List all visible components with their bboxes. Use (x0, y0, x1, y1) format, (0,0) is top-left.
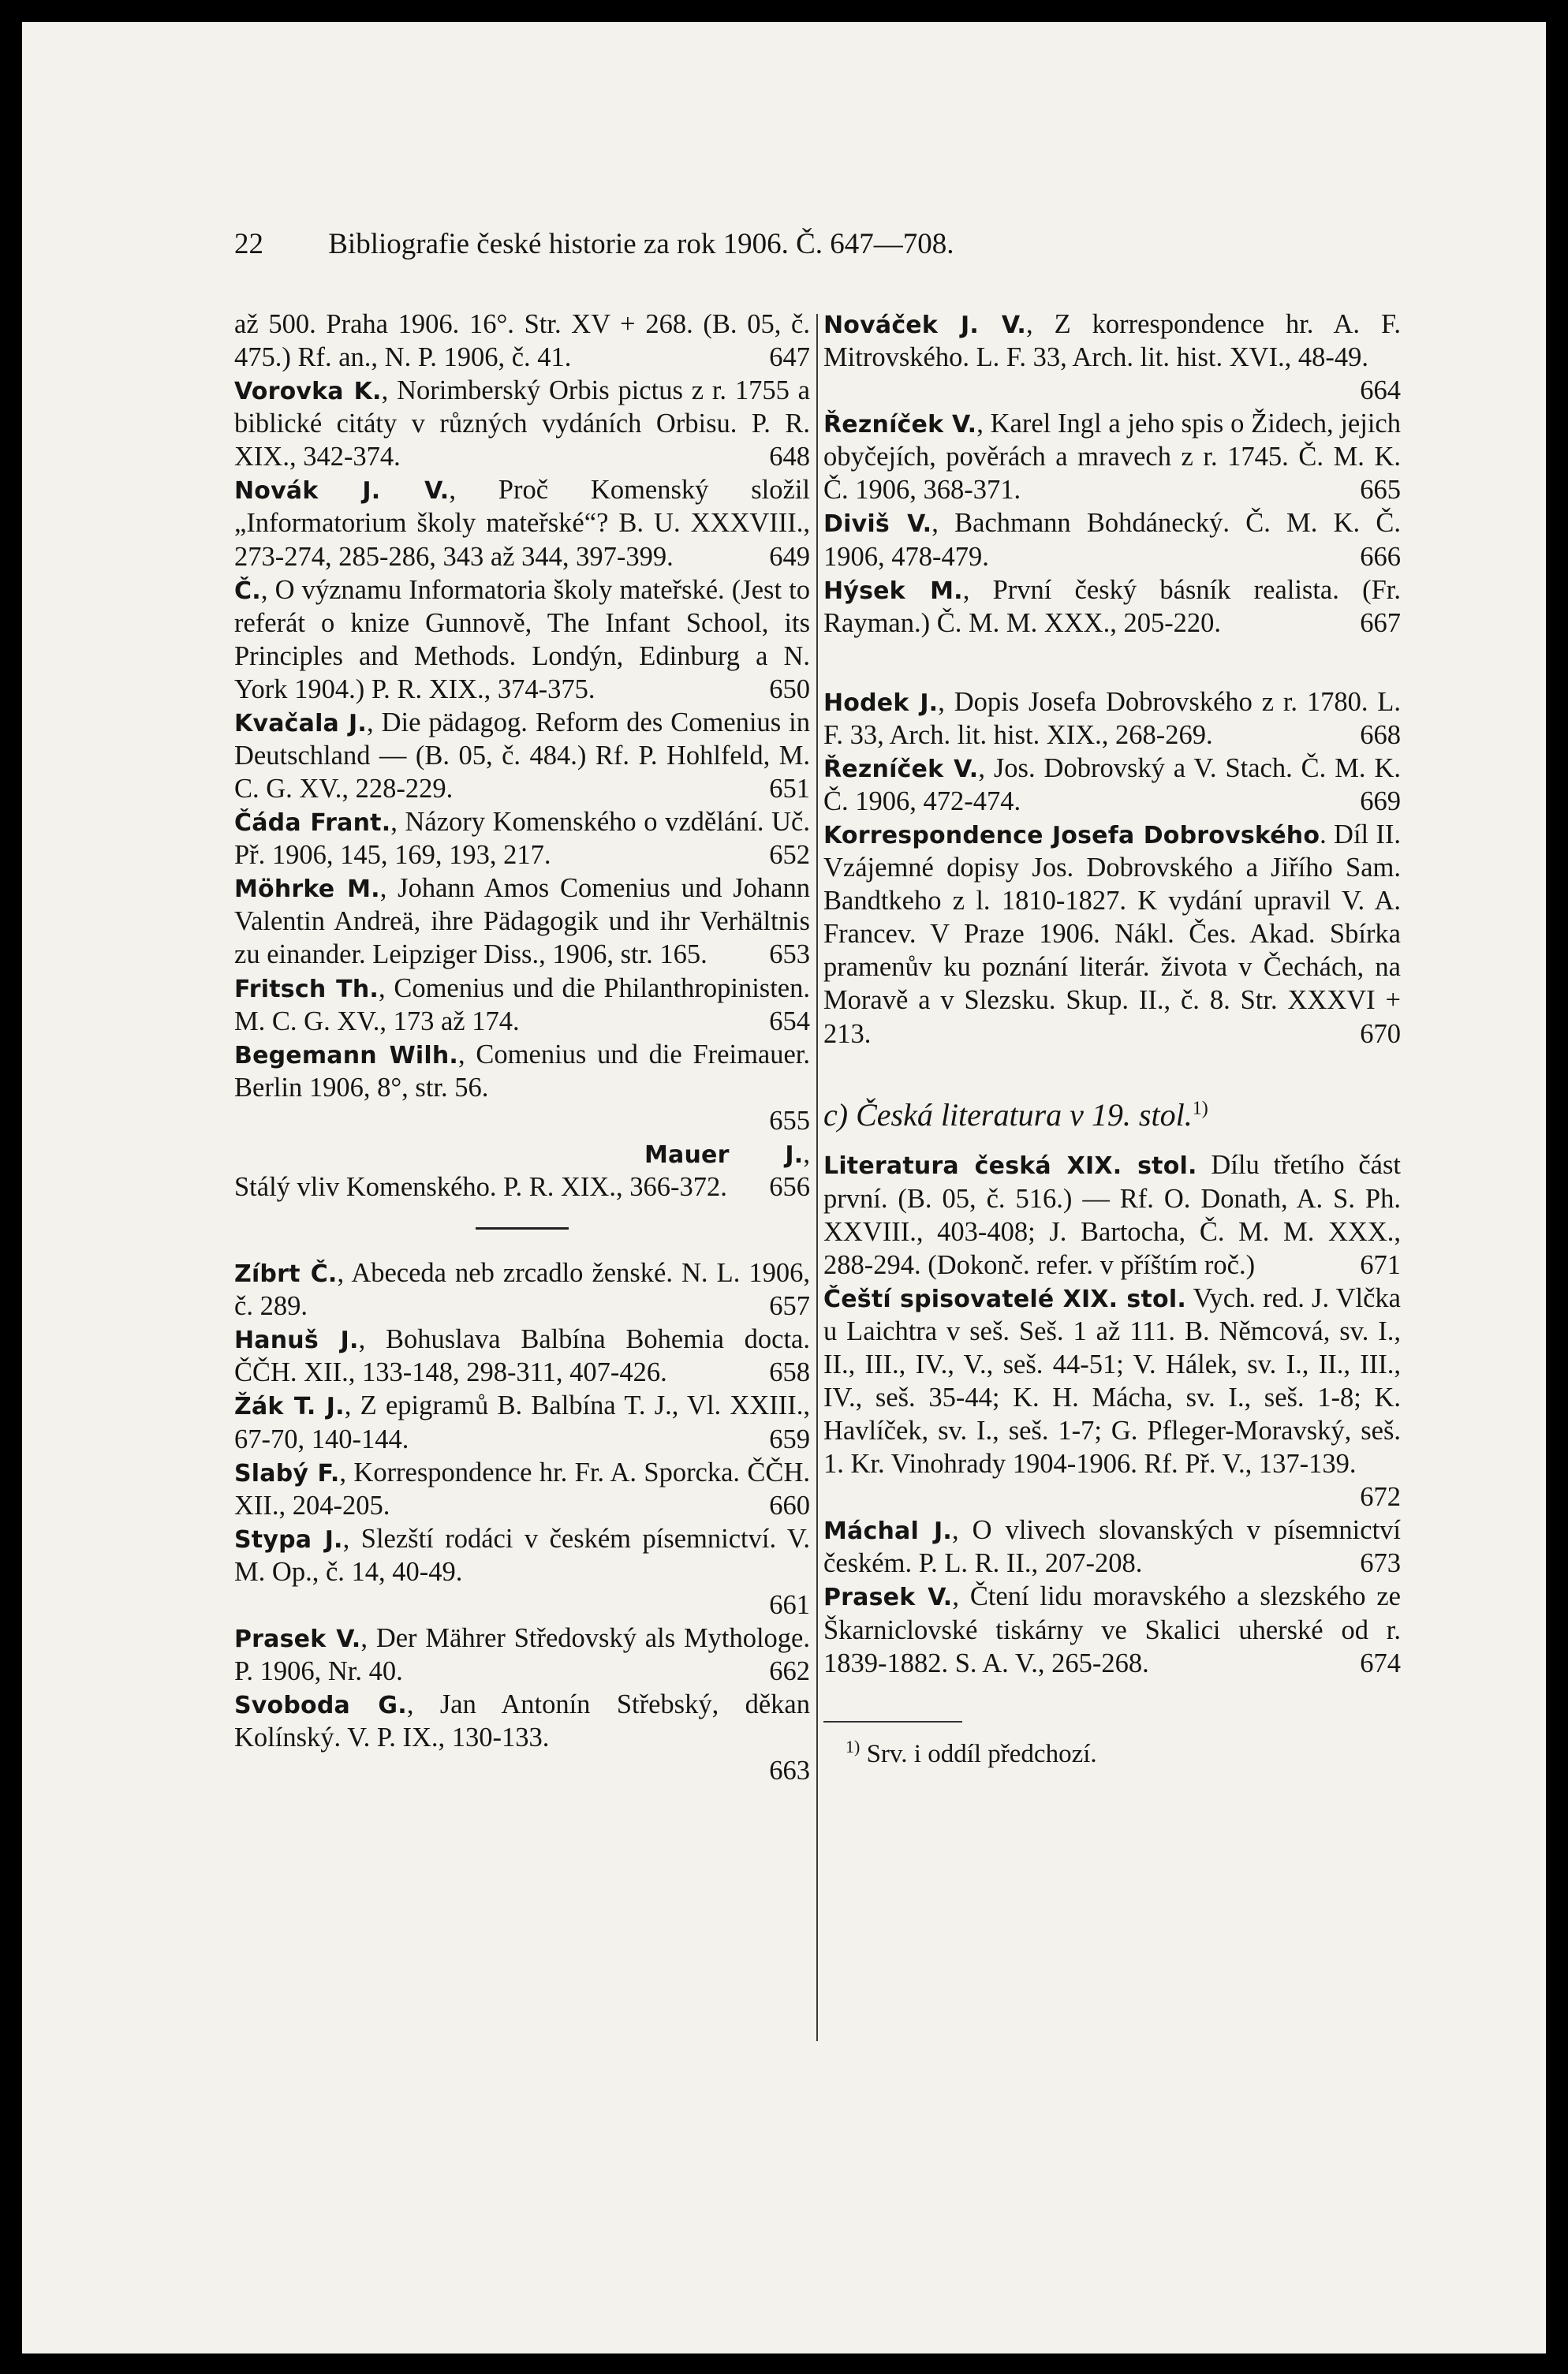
entry-number: 664 (1360, 375, 1401, 406)
entry-number: 662 (769, 1656, 810, 1687)
entry-672 (823, 1282, 1401, 1514)
entry-number: 652 (769, 840, 810, 871)
entry-text: , Z epigramů B. Balbína T. J., Vl. XXIII., 67-70, 140-144. (234, 1390, 810, 1454)
entry-670 (823, 818, 1401, 1051)
entry-text: , Čtení lidu moravského a slezského ze Škarniclovské tiskárny ve Skalici uherské od r. 1839-1882. S. A. V., 265-268. (823, 1581, 1401, 1678)
entry-author: Žák T. J. (234, 1393, 345, 1421)
entry-number: 649 (769, 541, 810, 572)
entry-648 (234, 374, 810, 473)
entry-author: Prasek V. (234, 1625, 361, 1653)
entry-author: Hanuš J. (234, 1327, 359, 1355)
entry-671 (823, 1148, 1401, 1281)
entry-number: 668 (1360, 719, 1401, 750)
entry-668 (823, 685, 1401, 752)
footnote-rule (823, 1721, 962, 1723)
entry-number: 669 (1360, 786, 1401, 817)
entry-659 (234, 1389, 810, 1455)
entry-text: , Norimberský Orbis pictus z r. 1755 a biblické citáty v různých vydáních Orbisu. P. R. XIX., 342-374. (234, 375, 810, 472)
entry-660 (234, 1456, 810, 1522)
entry-text: , Názory Komenského o vzdělání. Uč. Př. 1906, 145, 169, 193, 217. (234, 807, 810, 871)
entry-number: 661 (769, 1589, 810, 1620)
entry-647 (234, 308, 810, 374)
entry-author: Čáda Frant. (234, 809, 391, 838)
entry-661 (234, 1522, 810, 1622)
entry-657 (234, 1256, 810, 1323)
entry-text: , Stálý vliv Komenského. P. R. XIX., 366-372. (234, 1138, 810, 1203)
entry-number: 647 (769, 342, 810, 373)
spacer (823, 640, 1401, 685)
entry-text: , Jos. Dobrovský a V. Stach. Č. M. K. Č. 1906, 472-474. (823, 752, 1401, 817)
entry-author: Möhrke M. (234, 875, 380, 904)
entry-663 (234, 1688, 810, 1787)
entry-author: Mauer J. (644, 1140, 804, 1169)
entry-text: Vych. red. J. Vlčka u Laichtra v seš. Seš. 1 až 111. B. Němcová, sv. I., II., III., IV., V., seš. 44-51; V. Hálek, sv. I., II., III., IV., seš. 35-44; K. H. Mácha, sv. I., seš. 1-8; K. Havlíček, sv. I., seš. 1-7; G. Pfleger-Moravský, seš. 1. Kr. Vinohrady 1904-1906. Rf. Př. V., 137-139. (823, 1282, 1401, 1480)
section-divider (476, 1227, 569, 1230)
running-title: Bibliografie české historie za rok 1906. Č. 647—708. (328, 228, 954, 260)
entry-654 (234, 972, 810, 1038)
entry-author: Č. (234, 577, 261, 605)
entry-text: , Slezští rodáci v českém písemnictví. V. M. Op., č. 14, 40-49. (234, 1523, 811, 1587)
entry-number: 656 (769, 1172, 810, 1203)
entry-number: 672 (1360, 1482, 1401, 1513)
entry-author: Máchal J. (823, 1517, 952, 1546)
entry-text: , O vlivech slovanských v písemnictví českém. P. L. R. II., 207-208. (823, 1515, 1401, 1579)
entry-650 (234, 573, 810, 706)
entry-author: Stypa J. (234, 1525, 343, 1554)
entry-author: Prasek V. (823, 1584, 953, 1612)
left-column (234, 308, 810, 1787)
entry-author: Zíbrt Č. (234, 1260, 338, 1289)
entry-666 (823, 506, 1401, 573)
running-header (234, 227, 1260, 261)
entry-text: Dílu třetího část první. (B. 05, č. 516.) — Rf. O. Donath, A. S. Ph. XXVIII., 403-408; J. Bartocha, Č. M. M. XXX., 288-294. (Dokonč. refer. v příštím roč.) (823, 1150, 1401, 1280)
section-heading (823, 1096, 1401, 1135)
entry-text: , Johann Amos Comenius und Johann Valentin Andreä, ihre Pädagogik und ihr Verhältnis zu einander. Leipziger Diss., 1906, str. 165. (234, 873, 810, 970)
entry-author: Literatura česká XIX. stol. (823, 1152, 1197, 1181)
entry-author: Řezníček V. (823, 755, 979, 783)
entry-667 (823, 573, 1401, 640)
entry-author: Begemann Wilh. (234, 1041, 459, 1069)
entry-author: Kvačala J. (234, 709, 367, 737)
entry-text: , První český básník realista. (Fr. Rayman.) Č. M. M. XXX., 205-220. (823, 574, 1401, 638)
entry-number: 658 (769, 1357, 810, 1388)
entry-674 (823, 1580, 1401, 1679)
entry-number: 667 (1360, 607, 1401, 638)
entry-669 (823, 752, 1401, 818)
entry-number: 660 (769, 1490, 810, 1521)
entry-text: , Jan Antonín Střebský, děkan Kolínský. V. P. IX., 130-133. (234, 1689, 810, 1753)
entry-664 (823, 308, 1401, 407)
entry-text: , Abeceda neb zrcadlo ženské. N. L. 1906, č. 289. (234, 1258, 810, 1322)
entry-author: Svoboda G. (234, 1692, 407, 1720)
entry-text: , Bohuslava Balbína Bohemia docta. ČČH. XII., 133-148, 298-311, 407-426. (234, 1324, 810, 1388)
entry-number: 659 (769, 1424, 810, 1454)
entry-662 (234, 1622, 810, 1688)
entry-665 (823, 407, 1401, 506)
entry-author: Řezníček V. (823, 411, 977, 439)
entry-number: 654 (769, 1006, 810, 1036)
entry-number: 650 (769, 674, 810, 704)
footnote-text: Srv. i oddíl předchozí. (866, 1739, 1097, 1768)
entry-text: , Der Mährer Středovský als Mythologe. P. 1906, Nr. 40. (234, 1622, 810, 1687)
entry-656 (234, 1137, 810, 1204)
entry-author: Korrespondence Josefa Dobrovského (823, 822, 1320, 850)
entry-649 (234, 473, 810, 573)
entry-text: až 500. Praha 1906. 16°. Str. XV + 268. (B. 05, č. 475.) Rf. an., N. P. 1906, č. 41. (234, 309, 810, 373)
entry-text: , Comenius und die Philanthropinisten. M. C. G. XV., 173 až 174. (234, 972, 810, 1036)
entry-text: , Bachmann Bohdánecký. Č. M. K. Č. 1906, 478-479. (823, 508, 1401, 572)
entry-658 (234, 1323, 810, 1389)
entry-author: Diviš V. (823, 510, 932, 539)
entry-text: , Comenius und die Freimauer. Berlin 1906, 8°, str. 56. (234, 1039, 810, 1103)
entry-author: Nováček J. V. (823, 312, 1027, 339)
right-column (823, 308, 1401, 1770)
entry-number: 655 (769, 1105, 810, 1136)
entry-text: , Z korrespondence hr. A. F. Mitrovského. L. F. 33, Arch. lit. hist. XVI., 48-49. (823, 309, 1401, 373)
footnote (823, 1737, 1401, 1770)
entry-author: Čeští spisovatelé XIX. stol. (823, 1285, 1186, 1313)
entry-author: Vorovka K. (234, 378, 382, 406)
entry-number: 673 (1360, 1548, 1401, 1579)
entry-text: , Karel Ingl a jeho spis o Židech, jejich obyčejích, pověrách a mravech z r. 1745. Č. M. K. Č. 1906, 368-371. (823, 409, 1401, 506)
footnote-marker: 1) (1192, 1098, 1208, 1119)
entry-number: 665 (1360, 475, 1401, 506)
entry-653 (234, 872, 810, 971)
footnote-marker: 1) (846, 1736, 861, 1756)
column-divider (816, 314, 818, 2041)
entry-number: 653 (769, 939, 810, 970)
page-number: 22 (234, 228, 263, 260)
entry-author: Novák J. V. (234, 477, 450, 506)
entry-author: Hodek J. (823, 689, 939, 717)
entry-text: , Dopis Josefa Dobrovského z r. 1780. L. F. 33, Arch. lit. hist. XIX., 268-269. (823, 686, 1402, 750)
entry-text: . Díl II. Vzájemné dopisy Jos. Dobrovského a Jiřího Sam. Bandtkeho z l. 1810-1827. K vydání upravil V. A. Francev. V Praze 1906. Nákl. Čes. Akad. Sbírka pramenův ku poznání literár. života v Čechách, na Moravě a v Slezsku. Skup. II., č. 8. Str. XXXVI + 213. (823, 819, 1401, 1049)
entry-number: 671 (1360, 1249, 1401, 1280)
entry-652 (234, 805, 810, 872)
entry-number: 670 (1360, 1018, 1401, 1049)
section-heading-text: c) Česká literatura v 19. stol. (823, 1096, 1193, 1133)
entry-number: 651 (769, 774, 810, 804)
entry-text: , Die pädagog. Reform des Comenius in Deutschland — (B. 05, č. 484.) Rf. P. Hohlfeld, M. C. G. XV., 228-229. (234, 707, 811, 804)
entry-author: Hýsek M. (823, 577, 963, 605)
entry-author: Fritsch Th. (234, 975, 379, 1003)
entry-number: 657 (769, 1291, 810, 1322)
entry-number: 674 (1360, 1648, 1401, 1678)
entry-text: , O významu Informatoria školy mateřské. (Jest to referát o knize Gunnově, The Infant School, its Principles and Methods. Londýn, Edinburg a N. York 1904.) P. R. XIX., 374-375. (234, 574, 810, 704)
entry-number: 648 (769, 442, 810, 472)
entry-655 (234, 1038, 810, 1137)
entry-text: , Korrespondence hr. Fr. A. Sporcka. ČČH. XII., 204-205. (234, 1457, 810, 1521)
entry-number: 666 (1360, 541, 1401, 572)
entry-673 (823, 1514, 1401, 1580)
entry-text: , Proč Komenský složil „Informatorium školy mateřské“? B. U. XXXVIII., 273-274, 285-286, 343 až 344, 397-399. (234, 475, 810, 572)
entry-author: Slabý F. (234, 1459, 340, 1487)
entry-number: 663 (769, 1756, 810, 1786)
entry-651 (234, 706, 810, 805)
